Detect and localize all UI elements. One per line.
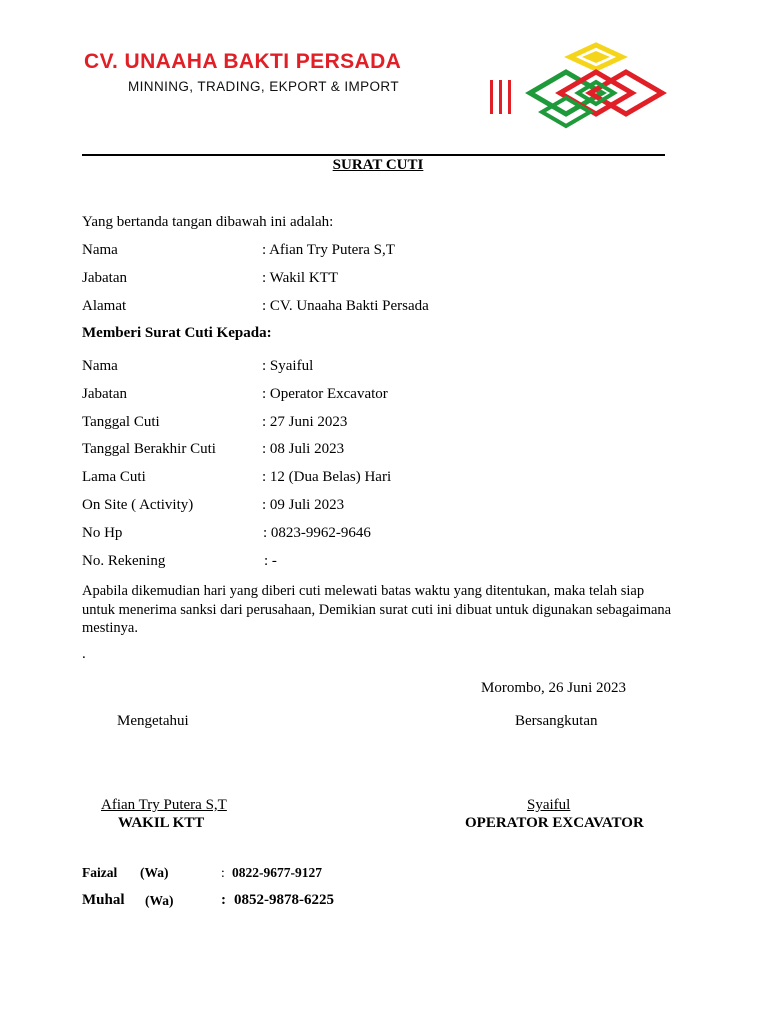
concerned-caption: Bersangkutan <box>515 713 598 729</box>
issuer-position-label: Jabatan <box>82 270 127 286</box>
contact-1-name: Faizal <box>82 865 118 880</box>
issuer-position-value: : Wakil KTT <box>262 270 339 286</box>
recipient-position-value: : Operator Excavator <box>262 386 388 402</box>
leave-end-value: : 08 Juli 2023 <box>262 441 345 457</box>
intro-text: Yang bertanda tangan dibawah ini adalah: <box>82 214 334 230</box>
header-divider <box>82 154 665 156</box>
leave-start-label: Tanggal Cuti <box>82 414 160 430</box>
account-label: No. Rekening <box>82 553 166 569</box>
issuer-address-label: Alamat <box>82 298 127 314</box>
account-value: : - <box>264 553 277 569</box>
issuer-name-label: Nama <box>82 242 118 258</box>
recipient-position-label: Jabatan <box>82 386 127 402</box>
place-date: Morombo, 26 Juni 2023 <box>481 680 627 696</box>
phone-label: No Hp <box>82 525 123 541</box>
company-logo <box>522 40 672 137</box>
leave-start-value: : 27 Juni 2023 <box>262 414 348 430</box>
phone-value: : 0823-9962-9646 <box>263 525 371 541</box>
onsite-label: On Site ( Activity) <box>82 497 194 513</box>
contact-1-phone: 0822-9677-9127 <box>232 865 322 880</box>
recipient-name-label: Nama <box>82 358 118 374</box>
onsite-value: : 09 Juli 2023 <box>262 497 345 513</box>
leave-duration-label: Lama Cuti <box>82 469 146 485</box>
leave-end-label: Tanggal Berakhir Cuti <box>82 441 216 457</box>
recipient-name-value: : Syaiful <box>262 358 314 374</box>
contact-2-role: (Wa) <box>145 893 174 908</box>
issuer-address-value: : CV. Unaaha Bakti Persada <box>262 298 429 314</box>
contact-1-role: (Wa) <box>140 865 169 880</box>
brand-bars-icon <box>490 80 512 114</box>
left-signatory-name: Afian Try Putera S,T <box>101 797 227 813</box>
contact-2-phone: 0852-9878-6225 <box>234 892 334 908</box>
dot-mark: . <box>82 646 86 662</box>
issuer-name-value: : Afian Try Putera S,T <box>262 242 395 258</box>
contact-2-colon: : <box>221 892 226 908</box>
recipient-heading: Memberi Surat Cuti Kepada: <box>82 325 272 341</box>
document-title: SURAT CUTI <box>332 157 424 173</box>
company-tagline: MINNING, TRADING, EKPORT & IMPORT <box>128 79 399 94</box>
left-signatory-title: WAKIL KTT <box>118 815 205 831</box>
acknowledged-caption: Mengetahui <box>117 713 189 729</box>
right-signatory-name: Syaiful <box>527 797 571 813</box>
leave-duration-value: : 12 (Dua Belas) Hari <box>262 469 392 485</box>
company-name: CV. UNAAHA BAKTI PERSADA <box>84 50 402 73</box>
statement-paragraph: Apabila dikemudian hari yang diberi cuti melewati batas waktu yang ditentukan, maka telah siap untuk menerima sanksi dari perusahaan, Demikian surat cuti ini dibuat untuk digunakan sebagaimana mestinya. <box>82 583 672 636</box>
contact-1-colon: : <box>221 865 225 880</box>
contact-2-name: Muhal <box>82 892 125 908</box>
right-signatory-title: OPERATOR EXCAVATOR <box>465 815 644 831</box>
